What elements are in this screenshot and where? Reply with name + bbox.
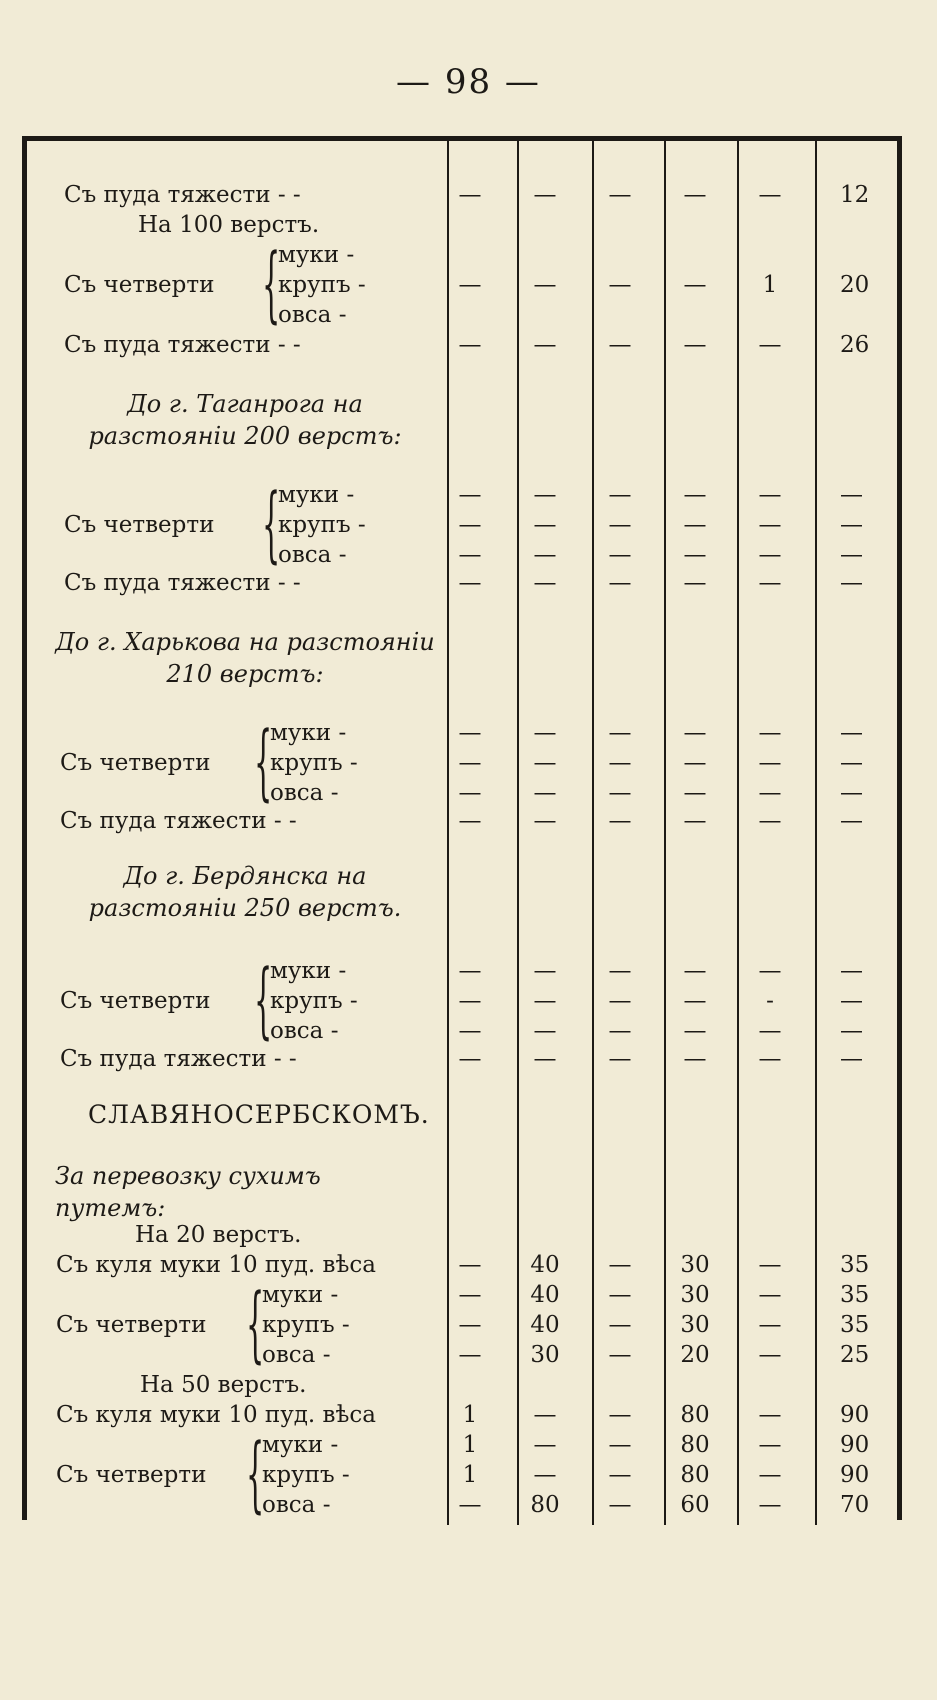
table-cell: — [758,1018,782,1044]
table-cell: 12 [840,182,870,208]
table-cell: 60 [680,1492,710,1518]
table-cell: — [758,808,782,834]
subheading: На 50 верстъ. [140,1372,307,1398]
section-italic-heading: До г. Харькова на разстоянiи 210 верстъ: [55,628,435,688]
table-cell: — [758,482,782,508]
table-cell: — [840,988,863,1014]
table-cell: — [608,512,632,538]
table-cell: — [840,542,863,568]
table-cell: — [458,482,482,508]
table-cell: — [683,332,707,358]
item-row-label: овса - [278,542,347,568]
item-row-label: крупъ - [262,1462,350,1488]
table-cell: — [608,542,632,568]
table-cell: — [533,720,557,746]
brace-icon: { [254,953,273,1048]
table-cell: — [758,720,782,746]
table-cell: — [608,808,632,834]
item-row-label: крупъ - [262,1312,350,1338]
table-cell: — [758,332,782,358]
table-cell: — [608,1342,632,1368]
table-cell: — [758,1432,782,1458]
table-cell: — [608,958,632,984]
table-cell: — [458,958,482,984]
item-row-label: муки - [262,1432,339,1458]
table-cell: — [533,182,557,208]
table-cell: — [683,988,707,1014]
table-cell: — [840,570,863,596]
row-label: Съ пуда тяжести - - [64,570,301,596]
table-cell: — [758,512,782,538]
table-cell: — [683,720,707,746]
section-italic-heading: До г. Таганрога на разстоянiи 200 верстъ: [88,390,402,450]
row-group-label: Съ четверти [64,272,215,298]
table-cell: 35 [840,1282,870,1308]
table-cell: — [533,332,557,358]
table-cell: — [458,1312,482,1338]
table-cell: 1 [762,272,778,298]
subheading: На 100 верстъ. [138,212,320,238]
table-cell: 1 [462,1462,478,1488]
row-label: Съ пуда тяжести - - [60,808,297,834]
table-cell: — [608,482,632,508]
table-cell: 1 [462,1402,478,1428]
item-row-label: муки - [278,482,355,508]
item-row-label: овса - [278,302,347,328]
item-row-label: овса - [270,1018,339,1044]
table-cell: — [683,570,707,596]
table-cell: — [458,808,482,834]
table-cell: — [683,808,707,834]
table-cell: — [533,1432,557,1458]
table-cell: — [683,780,707,806]
table-cell: — [758,780,782,806]
table-cell: — [683,750,707,776]
table-cell: — [608,1018,632,1044]
row-label: Съ куля муки 10 пуд. вѣса [56,1252,376,1278]
table-cell: — [840,808,863,834]
table-cell: 30 [680,1312,710,1338]
table-cell: - [766,988,774,1014]
table-cell: 80 [680,1432,710,1458]
table-cell: — [608,1046,632,1072]
item-row-label: крупъ - [278,512,366,538]
table-cell: 80 [530,1492,560,1518]
table-cell: 40 [530,1282,560,1308]
table-cell: — [608,1402,632,1428]
table-cell: 80 [680,1462,710,1488]
table-cell: — [533,482,557,508]
brace-icon: { [254,715,273,810]
table-cell: — [683,482,707,508]
table-cell: — [533,512,557,538]
item-row-label: крупъ - [278,272,366,298]
table-cell: 90 [840,1402,870,1428]
table-cell: — [758,542,782,568]
table-cell: — [758,750,782,776]
row-label: Съ пуда тяжести - - [64,332,301,358]
table-cell: — [683,958,707,984]
item-row-label: крупъ - [270,988,358,1014]
table-cell: — [758,1342,782,1368]
table-cell: — [458,988,482,1014]
table-cell: 1 [462,1432,478,1458]
table-cell: — [458,272,482,298]
table-cell: — [458,1342,482,1368]
table-cell: — [533,1402,557,1428]
table-cell: — [683,512,707,538]
table-cell: 35 [840,1252,870,1278]
table-cell: — [458,332,482,358]
item-row-label: овса - [262,1342,331,1368]
table-cell: — [840,750,863,776]
table-cell: — [608,332,632,358]
table-cell: — [840,720,863,746]
table-cell: — [758,1492,782,1518]
table-cell: — [608,1252,632,1278]
table-cell: — [683,272,707,298]
table-cell: — [458,542,482,568]
table-cell: 26 [840,332,870,358]
table-cell: 30 [530,1342,560,1368]
brace-icon: { [262,237,281,332]
item-row-label: муки - [270,720,347,746]
table-cell: — [458,182,482,208]
table-cell: — [608,1492,632,1518]
table-cell: — [458,1018,482,1044]
table-cell: — [458,512,482,538]
table-cell: — [533,1018,557,1044]
table-cell: — [458,1252,482,1278]
row-label: Съ куля муки 10 пуд. вѣса [56,1402,376,1428]
row-group-label: Съ четверти [60,750,211,776]
row-group-label: Съ четверти [64,512,215,538]
table-cell: 40 [530,1312,560,1338]
table-cell: 20 [840,272,870,298]
table-cell: — [458,570,482,596]
table-cell: — [608,570,632,596]
table-cell: — [840,512,863,538]
table-cell: — [608,988,632,1014]
table-cell: — [758,958,782,984]
table-cell: — [758,570,782,596]
item-row-label: муки - [270,958,347,984]
page-number: — 98 — [396,62,541,102]
table-cell: — [608,780,632,806]
brace-icon: { [246,1427,265,1522]
table-cell: 20 [680,1342,710,1368]
table-cell: 35 [840,1312,870,1338]
table-cell: — [758,1046,782,1072]
table-cell: — [758,182,782,208]
table-cell: — [458,1046,482,1072]
table-cell: — [608,720,632,746]
table-cell: — [458,720,482,746]
row-label: Съ пуда тяжести - - [64,182,301,208]
row-label: Съ пуда тяжести - - [60,1046,297,1072]
item-row-label: овса - [262,1492,331,1518]
brace-icon: { [262,477,281,572]
subheading: На 20 верстъ. [135,1222,302,1248]
table-cell: — [608,272,632,298]
table-cell: 70 [840,1492,870,1518]
table-cell: 90 [840,1462,870,1488]
row-group-label: Съ четверти [60,988,211,1014]
table-cell: 80 [680,1402,710,1428]
row-group-label: Съ четверти [56,1462,207,1488]
table-cell: — [840,958,863,984]
table-cell: — [683,182,707,208]
table-cell: — [758,1462,782,1488]
table-cell: — [608,1312,632,1338]
table-cell: — [758,1252,782,1278]
table-cell: 30 [680,1252,710,1278]
table-cell: — [458,1282,482,1308]
item-row-label: муки - [262,1282,339,1308]
table-cell: — [458,780,482,806]
item-row-label: овса - [270,780,339,806]
table-cell: 30 [680,1282,710,1308]
table-cell: — [458,750,482,776]
table-cell: — [608,1432,632,1458]
table-cell: — [533,1462,557,1488]
table-cell: — [758,1282,782,1308]
table-cell: — [840,1046,863,1072]
table-cell: — [458,1492,482,1518]
table-cell: — [608,1282,632,1308]
table-cell: — [683,1018,707,1044]
table-cell: — [683,542,707,568]
table-cell: — [758,1402,782,1428]
table-cell: — [608,182,632,208]
row-group-label: Съ четверти [56,1312,207,1338]
table-cell: — [840,482,863,508]
table-cell: — [533,1046,557,1072]
table-cell: — [533,988,557,1014]
table-cell: — [533,570,557,596]
table-cell: — [608,750,632,776]
table-cell: — [840,780,863,806]
section-italic-heading: До г. Бердянска на разстоянiи 250 верстъ. [88,862,402,922]
table-cell: 25 [840,1342,870,1368]
table-cell: 40 [530,1252,560,1278]
table-cell: — [683,1046,707,1072]
table-cell: — [533,780,557,806]
section-title: СЛАВЯНОСЕРБСКОМЪ. [88,1100,430,1129]
section-italic-subtitle: За перевозку сухимъ путемъ: [55,1162,321,1222]
table-cell: — [533,272,557,298]
item-row-label: крупъ - [270,750,358,776]
table-cell: — [533,750,557,776]
table-cell: — [533,808,557,834]
item-row-label: муки - [278,242,355,268]
table-cell: — [840,1018,863,1044]
table-cell: — [608,1462,632,1488]
brace-icon: { [246,1277,265,1372]
table-cell: 90 [840,1432,870,1458]
table-cell: — [533,542,557,568]
table-cell: — [758,1312,782,1338]
table-cell: — [533,958,557,984]
